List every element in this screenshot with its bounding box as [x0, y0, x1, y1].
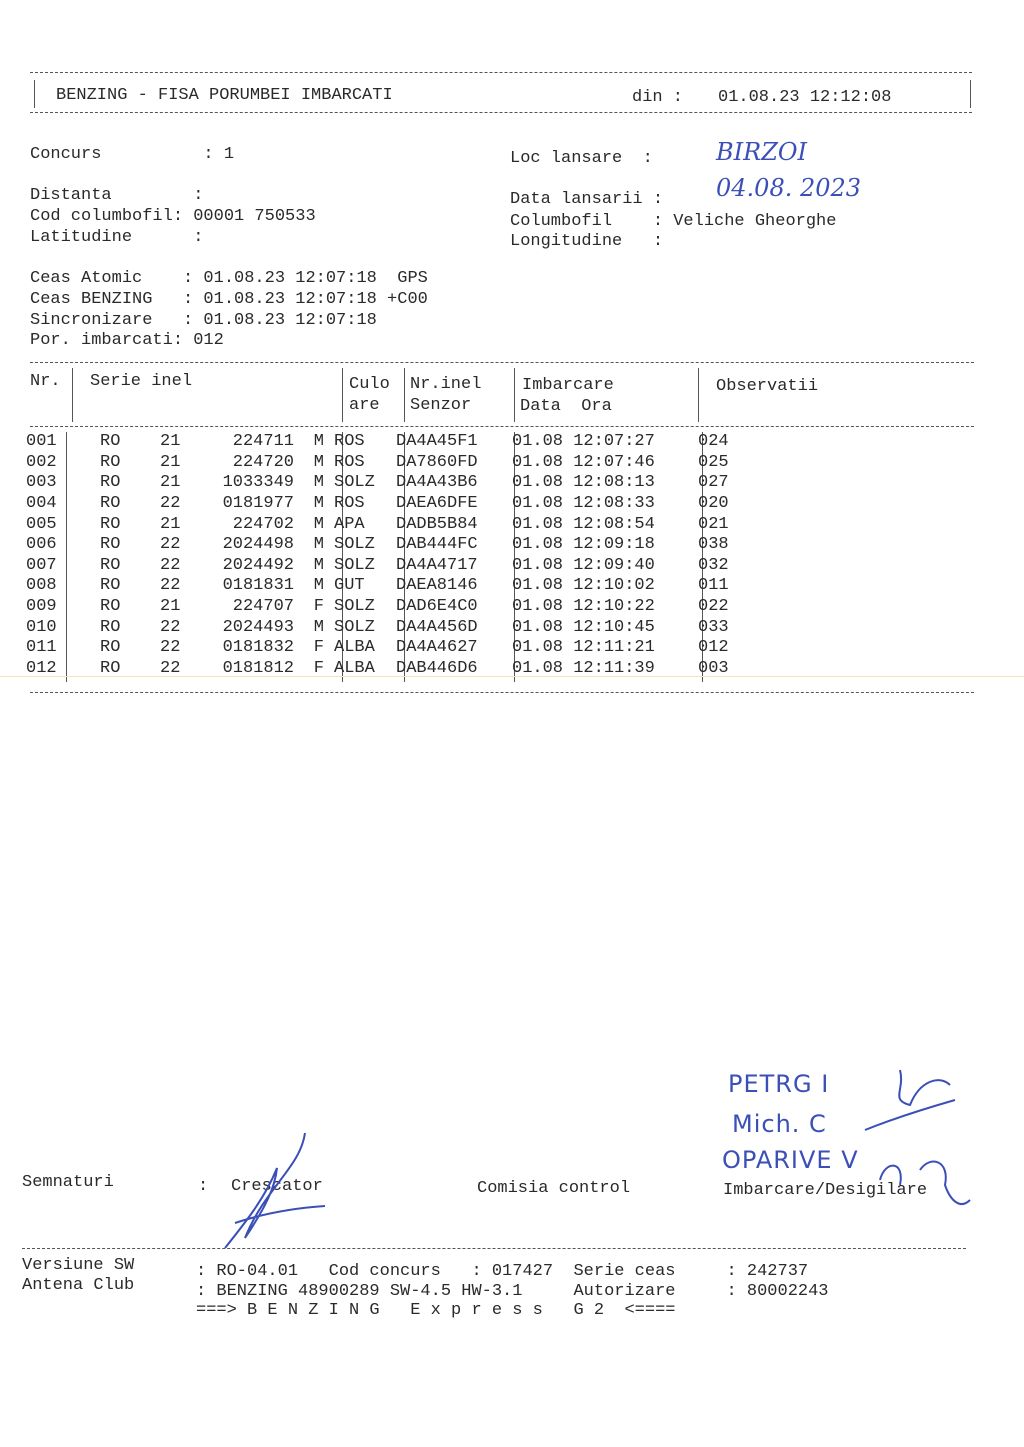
- header-serie-inel: Serie inel: [90, 372, 193, 391]
- row-observatii: 025: [698, 452, 729, 472]
- antena-club-label: Antena Club: [22, 1276, 135, 1295]
- latitudine-field: Latitudine :: [30, 228, 204, 247]
- data-lansarii-label: Data lansarii :: [510, 190, 664, 209]
- ceas-benzing-line: Ceas BENZING : 01.08.23 12:07:18 +C00: [30, 290, 428, 309]
- row-country: RO: [100, 473, 121, 493]
- row-country: RO: [100, 514, 121, 534]
- row-nr: 004: [26, 494, 57, 514]
- row-sensor: DADB5B84: [396, 514, 478, 534]
- row-observatii: 024: [698, 432, 729, 452]
- row-nr: 007: [26, 555, 57, 575]
- benzing-express-banner: ===> B E N Z I N G E x p r e s s G 2 <====: [196, 1301, 676, 1320]
- row-datetime: 01.08 12:11:39: [512, 658, 655, 678]
- row-country: RO: [100, 555, 121, 575]
- row-country: RO: [100, 597, 121, 617]
- row-color: SOLZ: [334, 535, 375, 555]
- versiune-sw-line: : RO-04.01 Cod concurs : 017427 Serie ceas : 242737: [196, 1262, 809, 1281]
- row-color: APA: [334, 514, 365, 534]
- table-row: [26, 617, 778, 638]
- row-ring-number: 224702: [232, 514, 294, 534]
- header-top-border: [30, 72, 972, 73]
- row-color: SOLZ: [334, 597, 375, 617]
- row-sensor: DAB444FC: [396, 535, 478, 555]
- header-imbarcare-1: Imbarcare: [522, 376, 614, 395]
- row-year: 22: [160, 617, 181, 637]
- row-country: RO: [100, 638, 121, 658]
- row-year: 22: [160, 555, 181, 575]
- row-datetime: 01.08 12:09:18: [512, 535, 655, 555]
- header-nr: Nr.: [30, 372, 61, 391]
- row-sex: M: [313, 473, 324, 493]
- crescator-signature: [205, 1128, 345, 1258]
- row-color: SOLZ: [334, 617, 375, 637]
- row-country: RO: [100, 494, 121, 514]
- table-row: [26, 638, 778, 659]
- row-country: RO: [100, 432, 121, 452]
- row-country: RO: [100, 617, 121, 637]
- row-sex: M: [313, 555, 324, 575]
- row-year: 22: [160, 494, 181, 514]
- row-country: RO: [100, 535, 121, 555]
- row-ring-number: 224707: [232, 597, 294, 617]
- row-observatii: 022: [698, 597, 729, 617]
- row-sensor: DAD6E4C0: [396, 597, 478, 617]
- distanta-field: Distanta :: [30, 186, 204, 205]
- header-right-border: [970, 80, 971, 108]
- col-sep-imbarcare: [698, 368, 699, 422]
- row-sensor: DAEA8146: [396, 576, 478, 596]
- row-sensor: DA7860FD: [396, 452, 478, 472]
- row-ring-number: 0181977: [222, 494, 294, 514]
- table-row: [26, 514, 778, 535]
- row-color: GUT: [334, 576, 365, 596]
- header-culoare-1: Culo: [349, 375, 390, 394]
- table-row: [26, 473, 778, 494]
- row-datetime: 01.08 12:08:13: [512, 473, 655, 493]
- cod-columbofil-field: Cod columbofil: 00001 750533: [30, 207, 316, 226]
- row-ring-number: 224711: [232, 432, 294, 452]
- row-ring-number: 224720: [232, 452, 294, 472]
- header-left-border: [34, 80, 35, 108]
- row-country: RO: [100, 452, 121, 472]
- row-observatii: 003: [698, 658, 729, 678]
- row-sensor: DA4A456D: [396, 617, 478, 637]
- commission-signature-line-1: PETRG I: [728, 1070, 830, 1098]
- row-sex: F: [313, 658, 324, 678]
- row-sex: F: [313, 597, 324, 617]
- row-sex: M: [313, 617, 324, 637]
- row-sensor: DAEA6DFE: [396, 494, 478, 514]
- row-sex: M: [313, 494, 324, 514]
- por-imbarcati-line: Por. imbarcati: 012: [30, 331, 224, 350]
- columbofil-field: Columbofil : Veliche Gheorghe: [510, 212, 837, 231]
- row-nr: 012: [26, 658, 57, 678]
- row-datetime: 01.08 12:11:21: [512, 638, 655, 658]
- row-nr: 010: [26, 617, 57, 637]
- imbarcare-desigilare-label: Imbarcare/Desigilare: [723, 1181, 928, 1200]
- row-observatii: 020: [698, 494, 729, 514]
- row-datetime: 01.08 12:10:02: [512, 576, 655, 596]
- row-sex: M: [313, 452, 324, 472]
- col-sep-senzor: [514, 368, 515, 422]
- comisia-control-label: Comisia control: [477, 1179, 631, 1198]
- row-sex: F: [313, 638, 324, 658]
- table-bottom-border: [30, 692, 974, 693]
- row-year: 21: [160, 432, 181, 452]
- row-color: ROS: [334, 494, 365, 514]
- row-observatii: 012: [698, 638, 729, 658]
- commission-signature-line-3: OPARIVE V: [722, 1146, 859, 1174]
- header-nr-inel-2: Senzor: [410, 396, 472, 415]
- header-bottom-border: [30, 112, 972, 113]
- ceas-atomic-line: Ceas Atomic : 01.08.23 12:07:18 GPS: [30, 269, 428, 288]
- row-nr: 011: [26, 638, 57, 658]
- row-color: ROS: [334, 432, 365, 452]
- commission-signature-line-2: Mich. C: [732, 1110, 827, 1138]
- row-datetime: 01.08 12:10:45: [512, 617, 655, 637]
- row-year: 21: [160, 452, 181, 472]
- row-observatii: 033: [698, 617, 729, 637]
- commission-signature-marks: [860, 1060, 990, 1210]
- row-sex: M: [313, 432, 324, 452]
- row-datetime: 01.08 12:08:54: [512, 514, 655, 534]
- pigeon-table: [26, 432, 778, 679]
- row-sensor: DA4A43B6: [396, 473, 478, 493]
- header-observatii: Observatii: [716, 377, 819, 396]
- row-color: ALBA: [334, 638, 375, 658]
- row-nr: 002: [26, 452, 57, 472]
- longitudine-field: Longitudine :: [510, 232, 664, 251]
- row-color: SOLZ: [334, 473, 375, 493]
- col-sep-serie: [342, 368, 343, 422]
- row-year: 22: [160, 576, 181, 596]
- row-sex: M: [313, 514, 324, 534]
- table-row: [26, 597, 778, 618]
- row-color: SOLZ: [334, 555, 375, 575]
- row-country: RO: [100, 658, 121, 678]
- footer-top-border: [22, 1248, 966, 1249]
- table-row: [26, 576, 778, 597]
- row-country: RO: [100, 576, 121, 596]
- row-datetime: 01.08 12:08:33: [512, 494, 655, 514]
- row-ring-number: 1033349: [222, 473, 294, 493]
- row-year: 21: [160, 514, 181, 534]
- loc-lansare-handwritten: BIRZOI: [716, 138, 808, 166]
- table-top-border: [30, 362, 974, 363]
- header-culoare-2: are: [349, 396, 380, 415]
- row-sex: M: [313, 576, 324, 596]
- crescator-label: Crescator: [231, 1177, 323, 1196]
- row-year: 22: [160, 535, 181, 555]
- sincronizare-line: Sincronizare : 01.08.23 12:07:18: [30, 311, 377, 330]
- row-nr: 009: [26, 597, 57, 617]
- row-datetime: 01.08 12:09:40: [512, 555, 655, 575]
- col-sep-culoare: [404, 368, 405, 422]
- row-sensor: DA4A4627: [396, 638, 478, 658]
- antena-club-line: : BENZING 48900289 SW-4.5 HW-3.1 Autorizare : 80002243: [196, 1282, 829, 1301]
- table-row: [26, 535, 778, 556]
- row-ring-number: 0181812: [222, 658, 294, 678]
- row-sensor: DA4A45F1: [396, 432, 478, 452]
- data-lansarii-handwritten: 04.08. 2023: [716, 174, 862, 202]
- header-imbarcare-2: Data Ora: [520, 397, 612, 416]
- row-color: ROS: [334, 452, 365, 472]
- row-observatii: 021: [698, 514, 729, 534]
- row-ring-number: 0181832: [222, 638, 294, 658]
- row-observatii: 027: [698, 473, 729, 493]
- concurs-field: Concurs : 1: [30, 145, 235, 164]
- din-label: din :: [632, 88, 684, 107]
- table-row: [26, 556, 778, 577]
- row-nr: 008: [26, 576, 57, 596]
- row-sensor: DA4A4717: [396, 555, 478, 575]
- row-ring-number: 2024498: [222, 535, 294, 555]
- row-sensor: DAB446D6: [396, 658, 478, 678]
- table-row: [26, 432, 778, 453]
- row-datetime: 01.08 12:07:27: [512, 432, 655, 452]
- row-observatii: 038: [698, 535, 729, 555]
- row-year: 22: [160, 638, 181, 658]
- row-datetime: 01.08 12:07:46: [512, 452, 655, 472]
- row-nr: 001: [26, 432, 57, 452]
- semnaturi-label: Semnaturi: [22, 1173, 114, 1192]
- row-year: 21: [160, 473, 181, 493]
- row-nr: 005: [26, 514, 57, 534]
- row-observatii: 032: [698, 555, 729, 575]
- row-nr: 003: [26, 473, 57, 493]
- table-row: [26, 453, 778, 474]
- loc-lansare-label: Loc lansare :: [510, 149, 653, 168]
- row-nr: 006: [26, 535, 57, 555]
- row-color: ALBA: [334, 658, 375, 678]
- row-sex: M: [313, 535, 324, 555]
- table-row: [26, 494, 778, 515]
- header-nr-inel-1: Nr.inel: [410, 375, 482, 394]
- row-year: 21: [160, 597, 181, 617]
- row-ring-number: 0181831: [222, 576, 294, 596]
- col-sep-nr: [72, 368, 73, 422]
- row-ring-number: 2024492: [222, 555, 294, 575]
- table-header-bottom-border: [30, 426, 974, 427]
- row-year: 22: [160, 658, 181, 678]
- scan-fold-line: [0, 676, 1024, 677]
- row-observatii: 011: [698, 576, 729, 596]
- document-title: BENZING - FISA PORUMBEI IMBARCATI: [56, 86, 393, 105]
- row-ring-number: 2024493: [222, 617, 294, 637]
- row-datetime: 01.08 12:10:22: [512, 597, 655, 617]
- semnaturi-colon: :: [198, 1177, 209, 1196]
- versiune-sw-label: Versiune SW: [22, 1256, 135, 1275]
- din-timestamp: 01.08.23 12:12:08: [718, 88, 892, 107]
